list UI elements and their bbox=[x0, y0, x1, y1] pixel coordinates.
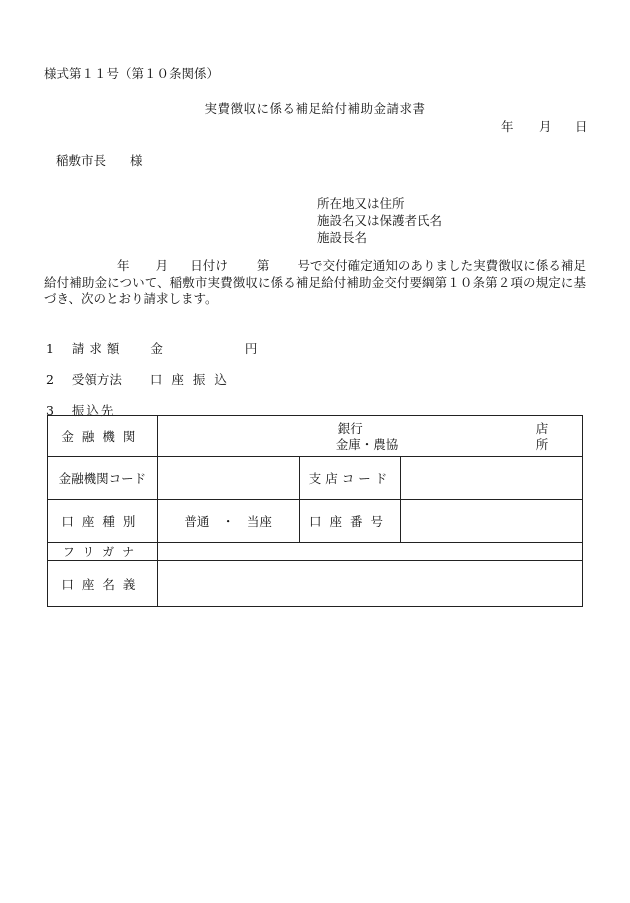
row-account-name bbox=[48, 561, 583, 607]
branch-text: 店 bbox=[535, 421, 549, 436]
bank-text: 銀行 bbox=[337, 421, 363, 436]
item-amount-prefix: 金 bbox=[150, 341, 163, 356]
row-furigana bbox=[48, 543, 583, 561]
item-amount-no: 1 bbox=[46, 341, 54, 356]
addressee-suffix: 様 bbox=[130, 153, 143, 168]
item-amount-label: 請求額 bbox=[71, 341, 125, 356]
form-number: 様式第１１号（第１０条関係） bbox=[44, 66, 220, 81]
date-year: 年 bbox=[501, 119, 514, 134]
applicant-director-label: 施設長名 bbox=[317, 230, 368, 245]
item-destination-no: 3 bbox=[46, 403, 54, 418]
date-day: 日 bbox=[575, 119, 588, 134]
row-institution bbox=[48, 416, 583, 457]
body-day-ref: 日付け bbox=[190, 258, 228, 273]
account-type-value[interactable]: 普通 ・ 当座 bbox=[157, 500, 299, 543]
item-destination-label: 振込先 bbox=[71, 403, 116, 418]
applicant-address-label: 所在地又は住所 bbox=[317, 196, 405, 211]
bank-transfer-table bbox=[47, 415, 583, 607]
date-month: 月 bbox=[539, 119, 552, 134]
furigana-label: フリガナ bbox=[48, 543, 158, 561]
body-text: 号で交付確定通知のありました実費徴収に係る補足給付補助金について、稲敷市実費徴収に係る補足給付補助金交付要綱第１０条第２項の規定に基づき、次のとおり請求します。 bbox=[44, 258, 586, 306]
credit-union-text: 金庫・農協 bbox=[335, 437, 399, 452]
addressee bbox=[56, 151, 143, 169]
item-amount bbox=[46, 339, 257, 357]
branch-code-field[interactable] bbox=[401, 457, 583, 500]
account-number-label: 口座番号 bbox=[299, 500, 401, 543]
item-method-value: 口座振込 bbox=[149, 372, 236, 387]
applicant-facility-label: 施設名又は保護者氏名 bbox=[317, 213, 443, 228]
institution-code-label: 金融機関コード bbox=[48, 457, 158, 500]
account-name-label: 口座名義 bbox=[48, 561, 158, 607]
furigana-field[interactable] bbox=[157, 543, 582, 561]
office-text: 所 bbox=[535, 437, 549, 452]
account-number-field[interactable] bbox=[401, 500, 583, 543]
branch-code-label: 支店コード bbox=[299, 457, 401, 500]
item-method-no: 2 bbox=[46, 372, 54, 387]
item-method bbox=[46, 370, 236, 388]
institution-label: 金融機関 bbox=[48, 416, 158, 457]
item-method-label: 受領方法 bbox=[71, 372, 122, 387]
row-account-type bbox=[48, 500, 583, 543]
document-title: 実費徴収に係る補足給付補助金請求書 bbox=[204, 101, 426, 116]
request-body bbox=[44, 258, 586, 308]
row-codes bbox=[48, 457, 583, 500]
item-amount-unit: 円 bbox=[244, 341, 258, 356]
institution-field[interactable] bbox=[157, 416, 582, 457]
account-type-label: 口座種別 bbox=[48, 500, 158, 543]
body-month: 月 bbox=[155, 258, 169, 273]
body-year: 年 bbox=[117, 258, 130, 273]
institution-code-field[interactable] bbox=[157, 457, 299, 500]
addressee-name: 稲敷市長 bbox=[56, 153, 107, 168]
account-name-field[interactable] bbox=[157, 561, 582, 607]
body-number-prefix: 第 bbox=[256, 258, 270, 273]
